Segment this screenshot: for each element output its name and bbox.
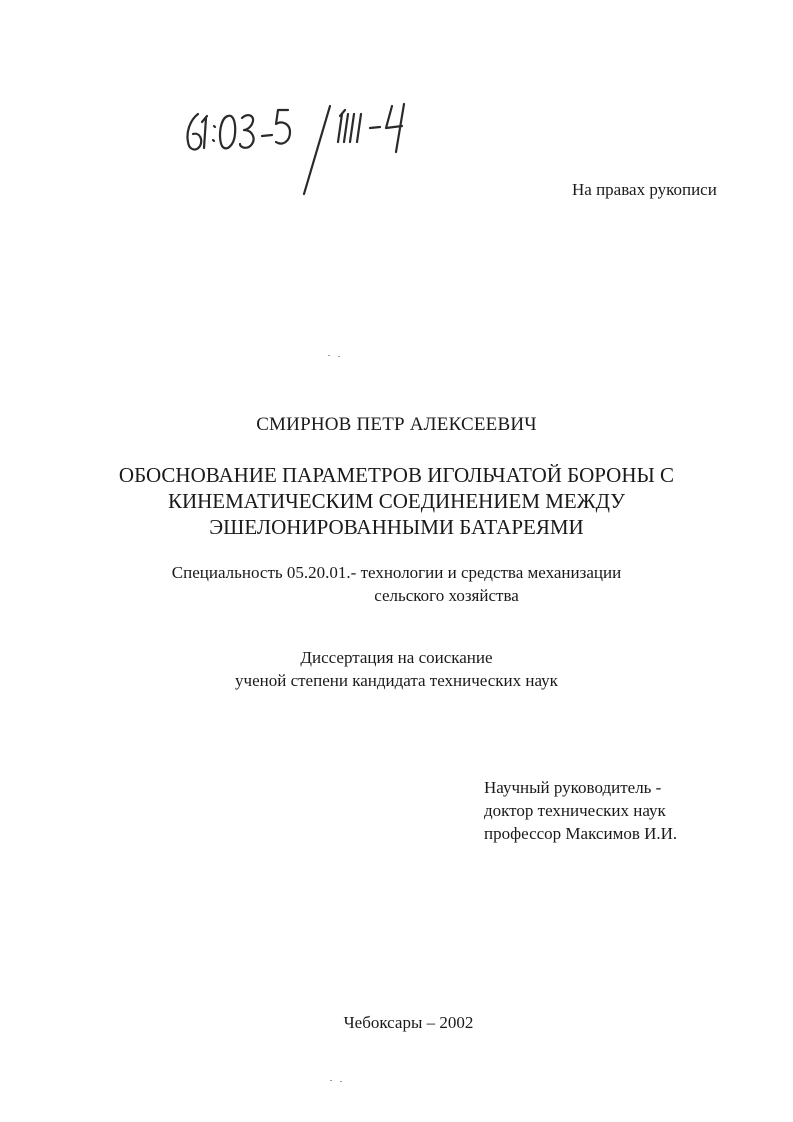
supervisor-line: доктор технических наук [484, 801, 666, 820]
supervisor-line: профессор Максимов И.И. [484, 824, 678, 843]
title-line: КИНЕМАТИЧЕСКИМ СОЕДИНЕНИЕМ МЕЖДУ [167, 489, 626, 513]
dissertation-title [0, 462, 793, 540]
scan-speck [340, 1081, 342, 1082]
scientific-supervisor [484, 776, 677, 845]
degree-line: ученой степени кандидата технических наук [235, 671, 558, 690]
scan-speck [330, 1080, 332, 1081]
author-name: СМИРНОВ ПЕТР АЛЕКСЕЕВИЧ [256, 414, 537, 435]
specialty-line: сельского хозяйства [374, 586, 519, 605]
rights-note: На правах рукописи [572, 180, 717, 199]
degree-statement [0, 646, 793, 692]
specialty [0, 561, 793, 607]
specialty-line: Специальность 05.20.01.- технологии и средства механизации [171, 563, 622, 582]
supervisor-line: Научный руководитель - [484, 778, 662, 797]
title-line: ЭШЕЛОНИРОВАННЫМИ БАТАРЕЯМИ [209, 515, 584, 539]
handwritten-archive-number [180, 92, 450, 202]
city-year: Чебоксары – 2002 [343, 1013, 474, 1032]
scan-speck [328, 355, 330, 356]
title-line: ОБОСНОВАНИЕ ПАРАМЕТРОВ ИГОЛЬЧАТОЙ БОРОНЫ С [118, 463, 675, 487]
scan-speck [338, 356, 340, 357]
degree-line: Диссертация на соискание [300, 648, 493, 667]
